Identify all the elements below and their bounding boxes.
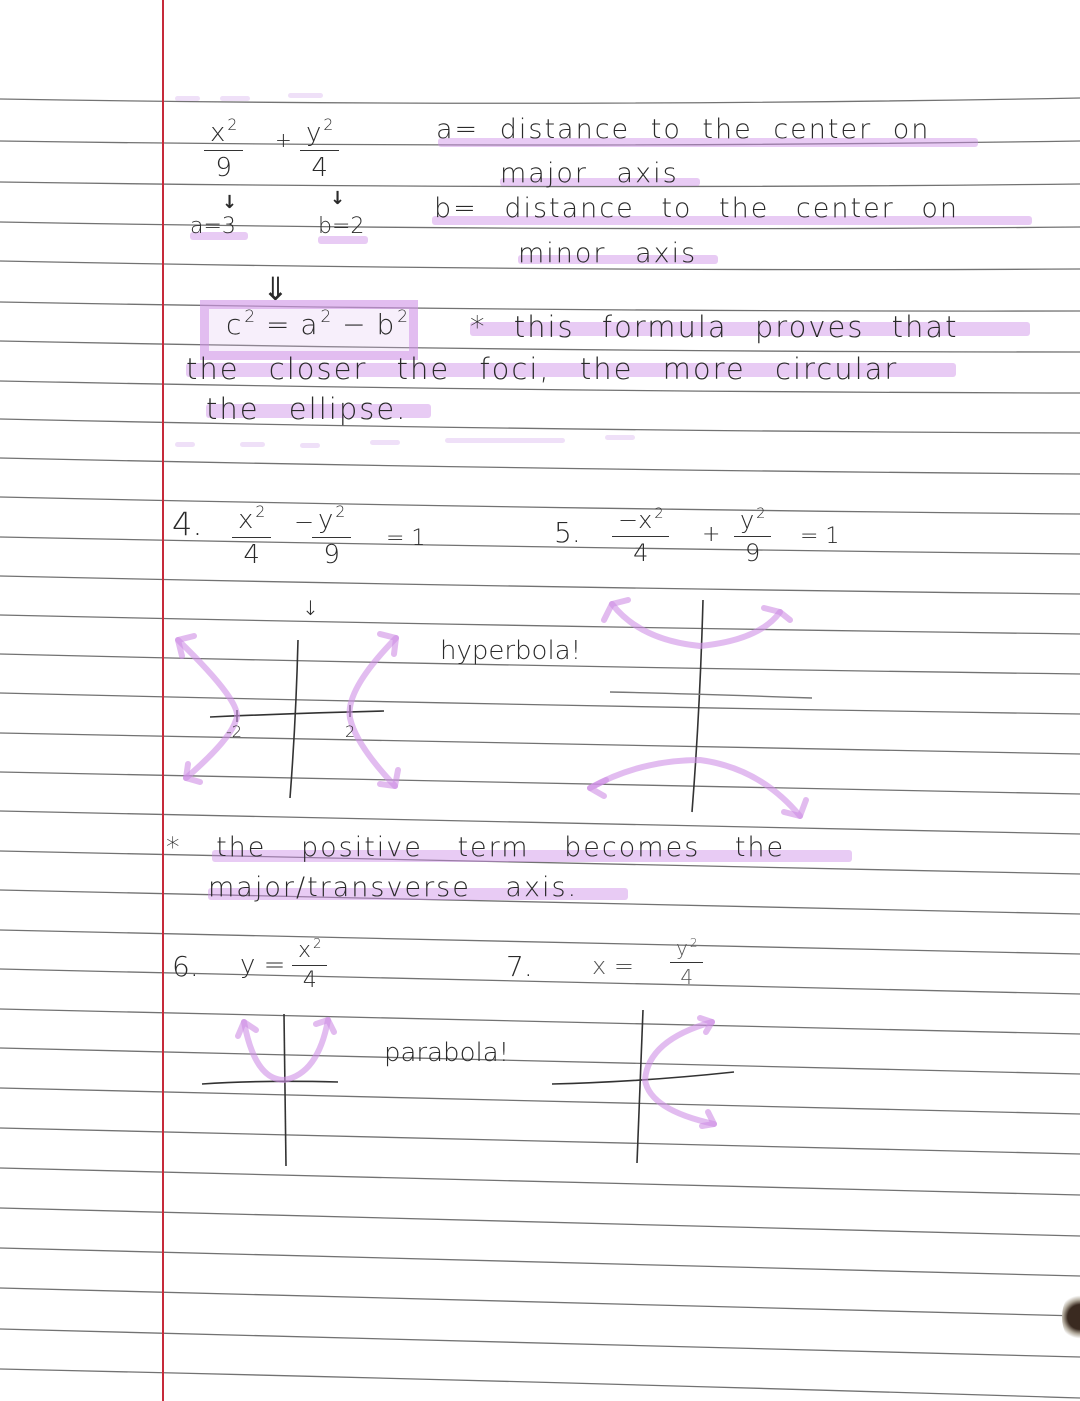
hyperbola-graph-5 (590, 600, 812, 816)
a-value: a=3 (190, 214, 236, 239)
a-definition-line2: major axis (500, 158, 679, 189)
hyperbola-note-line1: * the positive term becomes the (166, 832, 786, 863)
arrow-down-icon: ↓ (330, 188, 348, 209)
problem5-rhs: = 1 (800, 524, 840, 549)
problem4-operator: − (294, 508, 317, 536)
note-line1: * this formula proves that (470, 310, 959, 344)
a-definition-line1: a= distance to the center on (436, 114, 931, 145)
hyperbola-note-line2: major/transverse axis. (208, 872, 579, 903)
parabola-graph-6 (202, 1014, 338, 1166)
problem4-term2: $\frac{y ^2}{9}$ (312, 505, 351, 570)
problem7-lhs: x = (592, 952, 634, 980)
plus-operator: + (275, 128, 294, 152)
foci-formula: c $^2$ = a $^2$ − b $^2$ (226, 306, 409, 341)
problem7-rhs: $\frac{y ^2}{4}$ (670, 936, 703, 989)
double-arrow-down-icon: ⇓ (262, 270, 291, 308)
b-definition-line2: minor axis (518, 238, 698, 269)
b-value: b=2 (318, 214, 365, 239)
note-line2: the closer the foci, the more circular (186, 352, 899, 386)
tick-label-2: 2 (345, 722, 356, 741)
problem5-term2: $\frac{y ^2}{9}$ (734, 506, 771, 567)
tick-label-neg2: -2 (226, 722, 242, 741)
problem5-term1: $\frac{-x ^2}{4}$ (612, 506, 669, 567)
b-definition-line1: b= distance to the center on (434, 193, 959, 224)
problem4-term1: $\frac{x ^2}{4}$ (232, 505, 271, 570)
parabola-graph-7 (552, 1010, 734, 1163)
arrow-down-icon: ↓ (222, 192, 240, 213)
problem5-operator: + (702, 522, 723, 547)
note-line3: the ellipse. (206, 392, 408, 426)
parabola-label: parabola! (384, 1038, 510, 1068)
problem6-lhs: y = (240, 950, 286, 980)
problem4-rhs: = 1 (386, 526, 426, 551)
problem5-number: 5. (554, 516, 581, 549)
problem6-number: 6. (172, 950, 199, 983)
problem6-rhs: $\frac{x ^2}{4}$ (292, 938, 327, 993)
hyperbola-graph-4 (178, 634, 398, 798)
hyperbola-label: hyperbola! (440, 636, 582, 666)
arrow-down-icon: ↓ (302, 596, 321, 620)
ellipse-term-x: $\frac{x ^2}{9}$ (204, 118, 243, 183)
problem7-number: 7. (506, 950, 533, 983)
problem4-number: 4. (172, 505, 203, 543)
ellipse-term-y: $\frac{y ^2}{4}$ (300, 118, 339, 183)
